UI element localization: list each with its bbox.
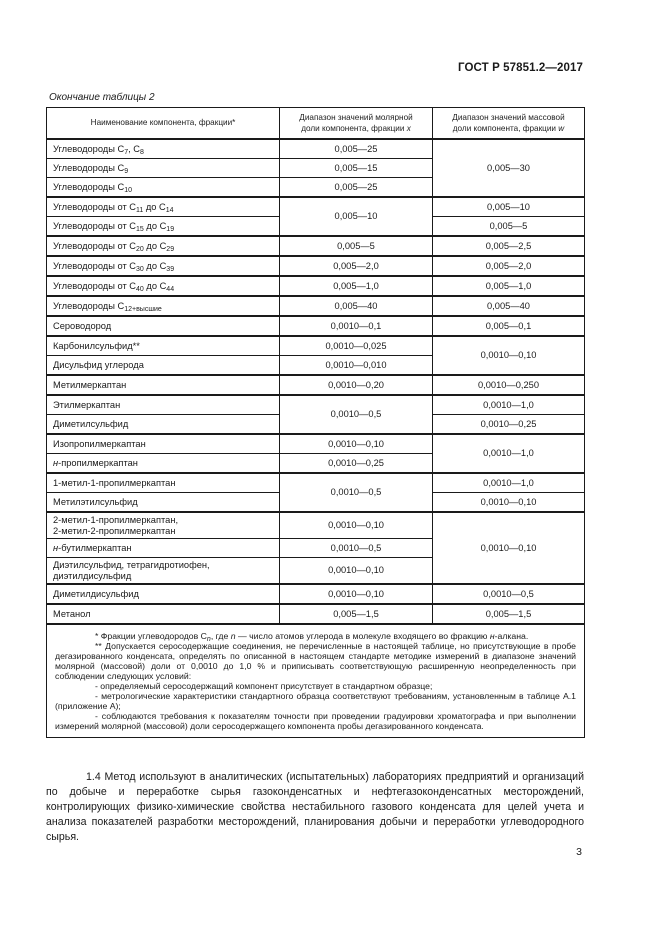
row-mass: 0,0010—0,10 [433,493,585,513]
row-molar: 0,0010—0,5 [280,539,433,558]
group-molar: 0,005—10 [280,197,433,236]
row-name: Углеводороды от $C_{11}$ до $C_{14}$ [47,197,280,217]
row-name: Углеводороды от $C_{40}$ до $C_{44}$ [47,276,280,296]
row-molar: 0,0010—0,025 [280,336,433,356]
row-mass: 0,005—5 [433,217,585,237]
row-molar: 0,0010—0,25 [280,454,433,474]
row-molar: 0,0010—0,10 [280,558,433,585]
group-molar: 0,0010—0,5 [280,395,433,434]
section-paragraph: 1.4 Метод используют в аналитических (испытательных) лабораториях предприятий и организаций по добыче и переработке сырья газоконденсатных и нефтегазоконденсатных месторождений, контролирующих физико-химические свойства нестабильного газового конденсата для целей учета и анализа показателей разработки месторождений, планирования добычи и переработки углеводородного сырья. [46,771,584,844]
group-molar: 0,0010—0,5 [280,473,433,512]
row-name: н-бутилмеркаптан [47,539,280,558]
table-row [47,236,585,256]
row-mass: 0,0010—0,25 [433,415,585,435]
table-row [47,296,585,316]
row-mass: 0,0010—0,250 [433,375,585,395]
row-molar: 0,005—1,5 [280,604,433,624]
row-molar: 0,0010—0,1 [280,316,433,336]
row-molar: 0,005—2,0 [280,256,433,276]
row-mass: 0,005—40 [433,296,585,316]
row-name: Диметилсульфид [47,415,280,435]
row-molar: 0,0010—0,010 [280,356,433,376]
table-row [47,584,585,604]
table-row [47,375,585,395]
table-row [47,276,585,296]
table-row [47,256,585,276]
page-number: 3 [576,846,582,858]
table-footnotes-row [47,624,585,738]
row-molar: 0,005—1,0 [280,276,433,296]
table-row [47,473,585,493]
group-mass: 0,0010—0,10 [433,336,585,375]
row-name: Углеводороды от $C_{20}$ до $C_{29}$ [47,236,280,256]
row-name: Диметилдисульфид [47,584,280,604]
table-row [47,197,585,217]
table-row [47,316,585,336]
row-name: Сероводород [47,316,280,336]
row-molar: 0,005—25 [280,139,433,159]
row-molar: 0,005—15 [280,159,433,178]
row-name: Углеводороды $C_7$, $C_8$ [47,139,280,159]
row-name: Углеводороды от $C_{15}$ до $C_{19}$ [47,217,280,237]
row-name: 1-метил-1-пропилмеркаптан [47,473,280,493]
row-mass: 0,005—2,5 [433,236,585,256]
row-molar: 0,0010—0,10 [280,584,433,604]
row-name: Углеводороды $C_{10}$ [47,178,280,198]
table-caption: Окончание таблицы 2 [49,92,155,103]
footnote-2: ** Допускается серосодержащие соединения, не перечисленные в настоящей таблице, но присутствующие в пробе дегазированного конденсата, определять по описанной в настоящем стандарте методике измерений в диапазоне значений молярной (массовой) доли от 0,0010 до 1,0 % и приписывать соответствующую расширенную неопределенность при соблюдении следующих условий: [55,641,576,681]
row-name: Диэтилсульфид, тетрагидротиофен, диэтилдисульфид [47,558,280,585]
group-mass: 0,005—30 [433,139,585,197]
row-mass: 0,0010—1,0 [433,473,585,493]
row-name: Карбонилсульфид** [47,336,280,356]
row-molar: 0,0010—0,10 [280,512,433,539]
table-row [47,139,585,159]
row-mass: 0,0010—0,5 [433,584,585,604]
components-table [46,107,585,738]
row-name: н-пропилмеркаптан [47,454,280,474]
row-molar: 0,005—25 [280,178,433,198]
row-name: Углеводороды $C_9$ [47,159,280,178]
row-molar: 0,0010—0,10 [280,434,433,454]
table-row [47,604,585,624]
col-header-mass: Диапазон значений массовой доли компонента, фракции w [433,108,585,140]
table-row [47,512,585,539]
row-molar: 0,0010—0,20 [280,375,433,395]
row-name: Метилэтилсульфид [47,493,280,513]
row-mass: 0,005—0,1 [433,316,585,336]
group-mass: 0,0010—1,0 [433,434,585,473]
table-row [47,395,585,415]
row-name: Метанол [47,604,280,624]
table-row [47,336,585,356]
table-row [47,434,585,454]
standard-designation: ГОСТ Р 57851.2—2017 [458,62,583,74]
row-name: Углеводороды $C_{12+высшие}$ [47,296,280,316]
row-mass: 0,0010—1,0 [433,395,585,415]
row-mass: 0,005—1,5 [433,604,585,624]
footnote-1: * Фракции углеводородов $C_n$, где n — число атомов углерода в молекуле входящего во фракцию н-алкана. [95,631,529,643]
row-name: 2-метил-1-пропилмеркаптан, 2-метил-2-пропилмеркаптан [47,512,280,539]
row-mass: 0,005—2,0 [433,256,585,276]
footnote-item: - метрологические характеристики стандартного образца соответствуют требованиям, установленным в таблице А.1 (приложение А); [55,691,576,711]
row-name: Углеводороды от $C_{30}$ до $C_{39}$ [47,256,280,276]
col-header-molar: Диапазон значений молярной доли компонента, фракции x [280,108,433,140]
col-header-component: Наименование компонента, фракции* [47,108,280,140]
row-name: Этилмеркаптан [47,395,280,415]
footnote-item: - соблюдаются требования к показателям точности при проведении градуировки хроматографа и при выполнении измерений молярной (массовой) доли серосодержащего компонента пробы дегазированного конденсата. [55,711,576,731]
row-molar: 0,005—40 [280,296,433,316]
table-header-row [47,108,585,140]
group-mass: 0,0010—0,10 [433,512,585,584]
footnote-item: - определяемый серосодержащий компонент присутствует в стандартном образце; [95,681,433,691]
row-mass: 0,005—1,0 [433,276,585,296]
row-name: Метилмеркаптан [47,375,280,395]
table-footnotes [47,624,585,738]
row-name: Дисульфид углерода [47,356,280,376]
row-molar: 0,005—5 [280,236,433,256]
row-name: Изопропилмеркаптан [47,434,280,454]
row-mass: 0,005—10 [433,197,585,217]
